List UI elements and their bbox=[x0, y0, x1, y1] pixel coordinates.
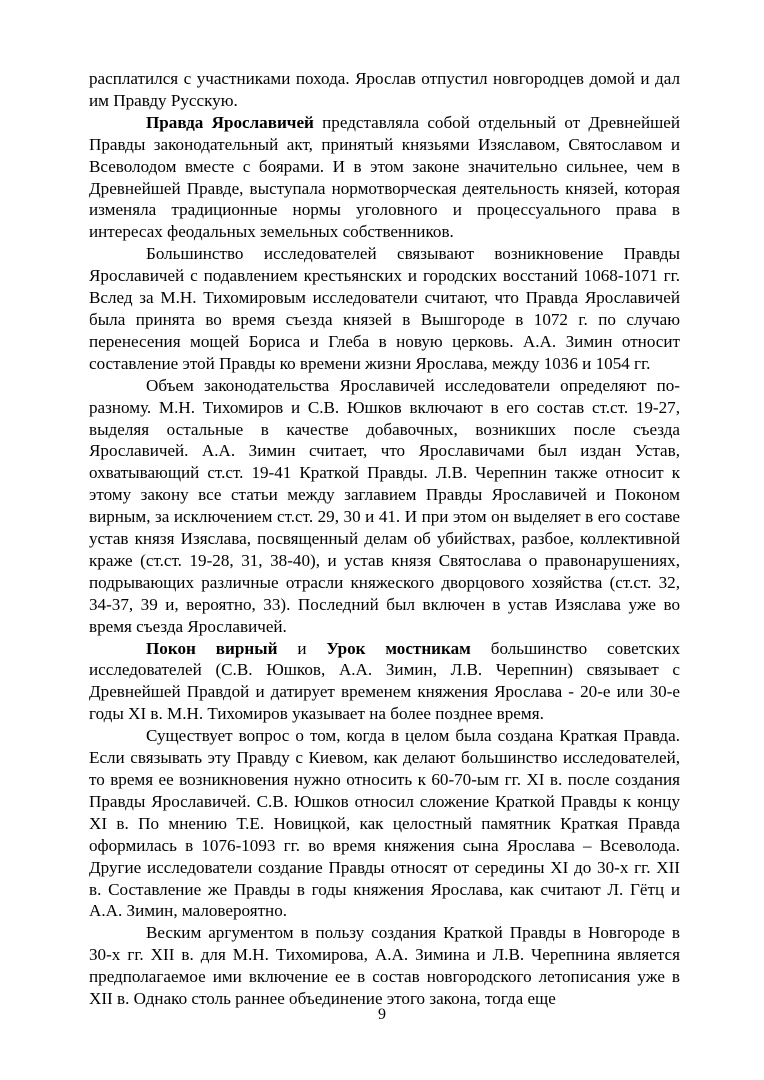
bold-term: Покон вирный bbox=[146, 638, 278, 658]
text-run: Веским аргументом в пользу создания Краткой Правды в Новгороде в 30-х гг. XII в. для М.Н. Тихомирова, А.А. Зимина и Л.В. Черепнина является предполагаемое ими включение ее в состав новгородского летописания уже в XII в. Однако столь раннее объединение этого закона, тогда еще bbox=[89, 923, 680, 1009]
text-run: Существует вопрос о том, когда в целом была создана Краткая Правда. Если связывать эту Правду с Киевом, как делают большинство исследователей, то время ее возникновения нужно относить к 60-70-ым гг. XI в. после создания Правды Ярославичей. С.В. Юшков относил сложение Краткой Правды к концу XI в. По мнению Т.Е. Новицкой, как целостный памятник Краткая Правда оформилась в 1076-1093 гг. во время княжения сына Ярослава – Всеволода. Другие исследователи создание Правды относят от середины XI до 30-х гг. XII в. Составление же Правды в годы княжения Ярослава, как считают Л. Гётц и А.А. Зимин, маловероятно. bbox=[89, 726, 680, 921]
text-run: большинство советских исследователей (С.В. Юшков, А.А. Зимин, Л.В. Черепнин) связывает с Древнейшей Правдой и датирует временем княжения Ярослава - 20-е или 30-е годы XI в. М.Н. Тихомиров указывает на более позднее время. bbox=[89, 638, 680, 724]
paragraph-p5 bbox=[89, 638, 680, 726]
paragraph-p3 bbox=[89, 243, 680, 374]
text-run: представляла собой отдельный от Древнейшей Правды законодательный акт, принятый князьями Изяславом, Святославом и Всеволодом вместе с боярами. И в этом законе значительно сильнее, чем в Древнейшей Правде, выступала нормотворческая деятельность князей, которая изменяла традиционные нормы уголовного и процессуального права в интересах феодальных земельных собственников. bbox=[89, 112, 681, 242]
paragraph-p6 bbox=[89, 725, 680, 922]
paragraph-p4 bbox=[89, 375, 680, 638]
paragraph-p1 bbox=[89, 68, 680, 112]
text-run: Большинство исследователей связывают возникновение Правды Ярославичей с подавлением крестьянских и городских восстаний 1068-1071 гг. Вслед за М.Н. Тихомировым исследователи считают, что Правда Ярославичей была принята во время съезда князей в Вышгороде в 1072 г. по случаю перенесения мощей Бориса и Глеба в новую церковь. А.А. Зимин относит составление этой Правды ко времени жизни Ярослава, между 1036 и 1054 гг. bbox=[89, 244, 680, 373]
text-run: Объем законодательства Ярославичей исследователи определяют по-разному. М.Н. Тихомиров и С.В. Юшков включают в его состав ст.ст. 19-27, выделяя остальные в качестве добавочных, возникших после съезда Ярославичей. А.А. Зимин считает, что Ярославичами был издан Устав, охватывающий ст.ст. 19-41 Краткой Правды. Л.В. Черепнин также относит к этому закону все статьи между заглавием Правды Ярославичей и Поконом вирным, за исключением ст.ст. 29, 30 и 41. И при этом он выделяет в его составе устав князя Изяслава, посвященный делам об убийствах, разбое, коллективной краже (ст.ст. 19-28, 31, 38-40), и устав князя Святослава о правонарушениях, подрывающих различные отрасли княжеского дворцового хозяйства (ст.ст. 32, 34-37, 39 и, вероятно, 33). Последний был включен в устав Изяслава уже во время съезда Ярославичей. bbox=[89, 375, 680, 636]
paragraph-p2 bbox=[89, 112, 680, 243]
text-run: и bbox=[277, 638, 327, 658]
page-number: 9 bbox=[378, 1006, 386, 1023]
bold-term: Правда Ярославичей bbox=[146, 112, 314, 132]
body-text bbox=[89, 68, 680, 1010]
text-run: расплатился с участниками похода. Ярослав отпустил новгородцев домой и дал им Правду Русскую. bbox=[89, 69, 680, 110]
paragraph-p7 bbox=[89, 922, 680, 1010]
bold-term: Урок мостникам bbox=[326, 638, 471, 658]
